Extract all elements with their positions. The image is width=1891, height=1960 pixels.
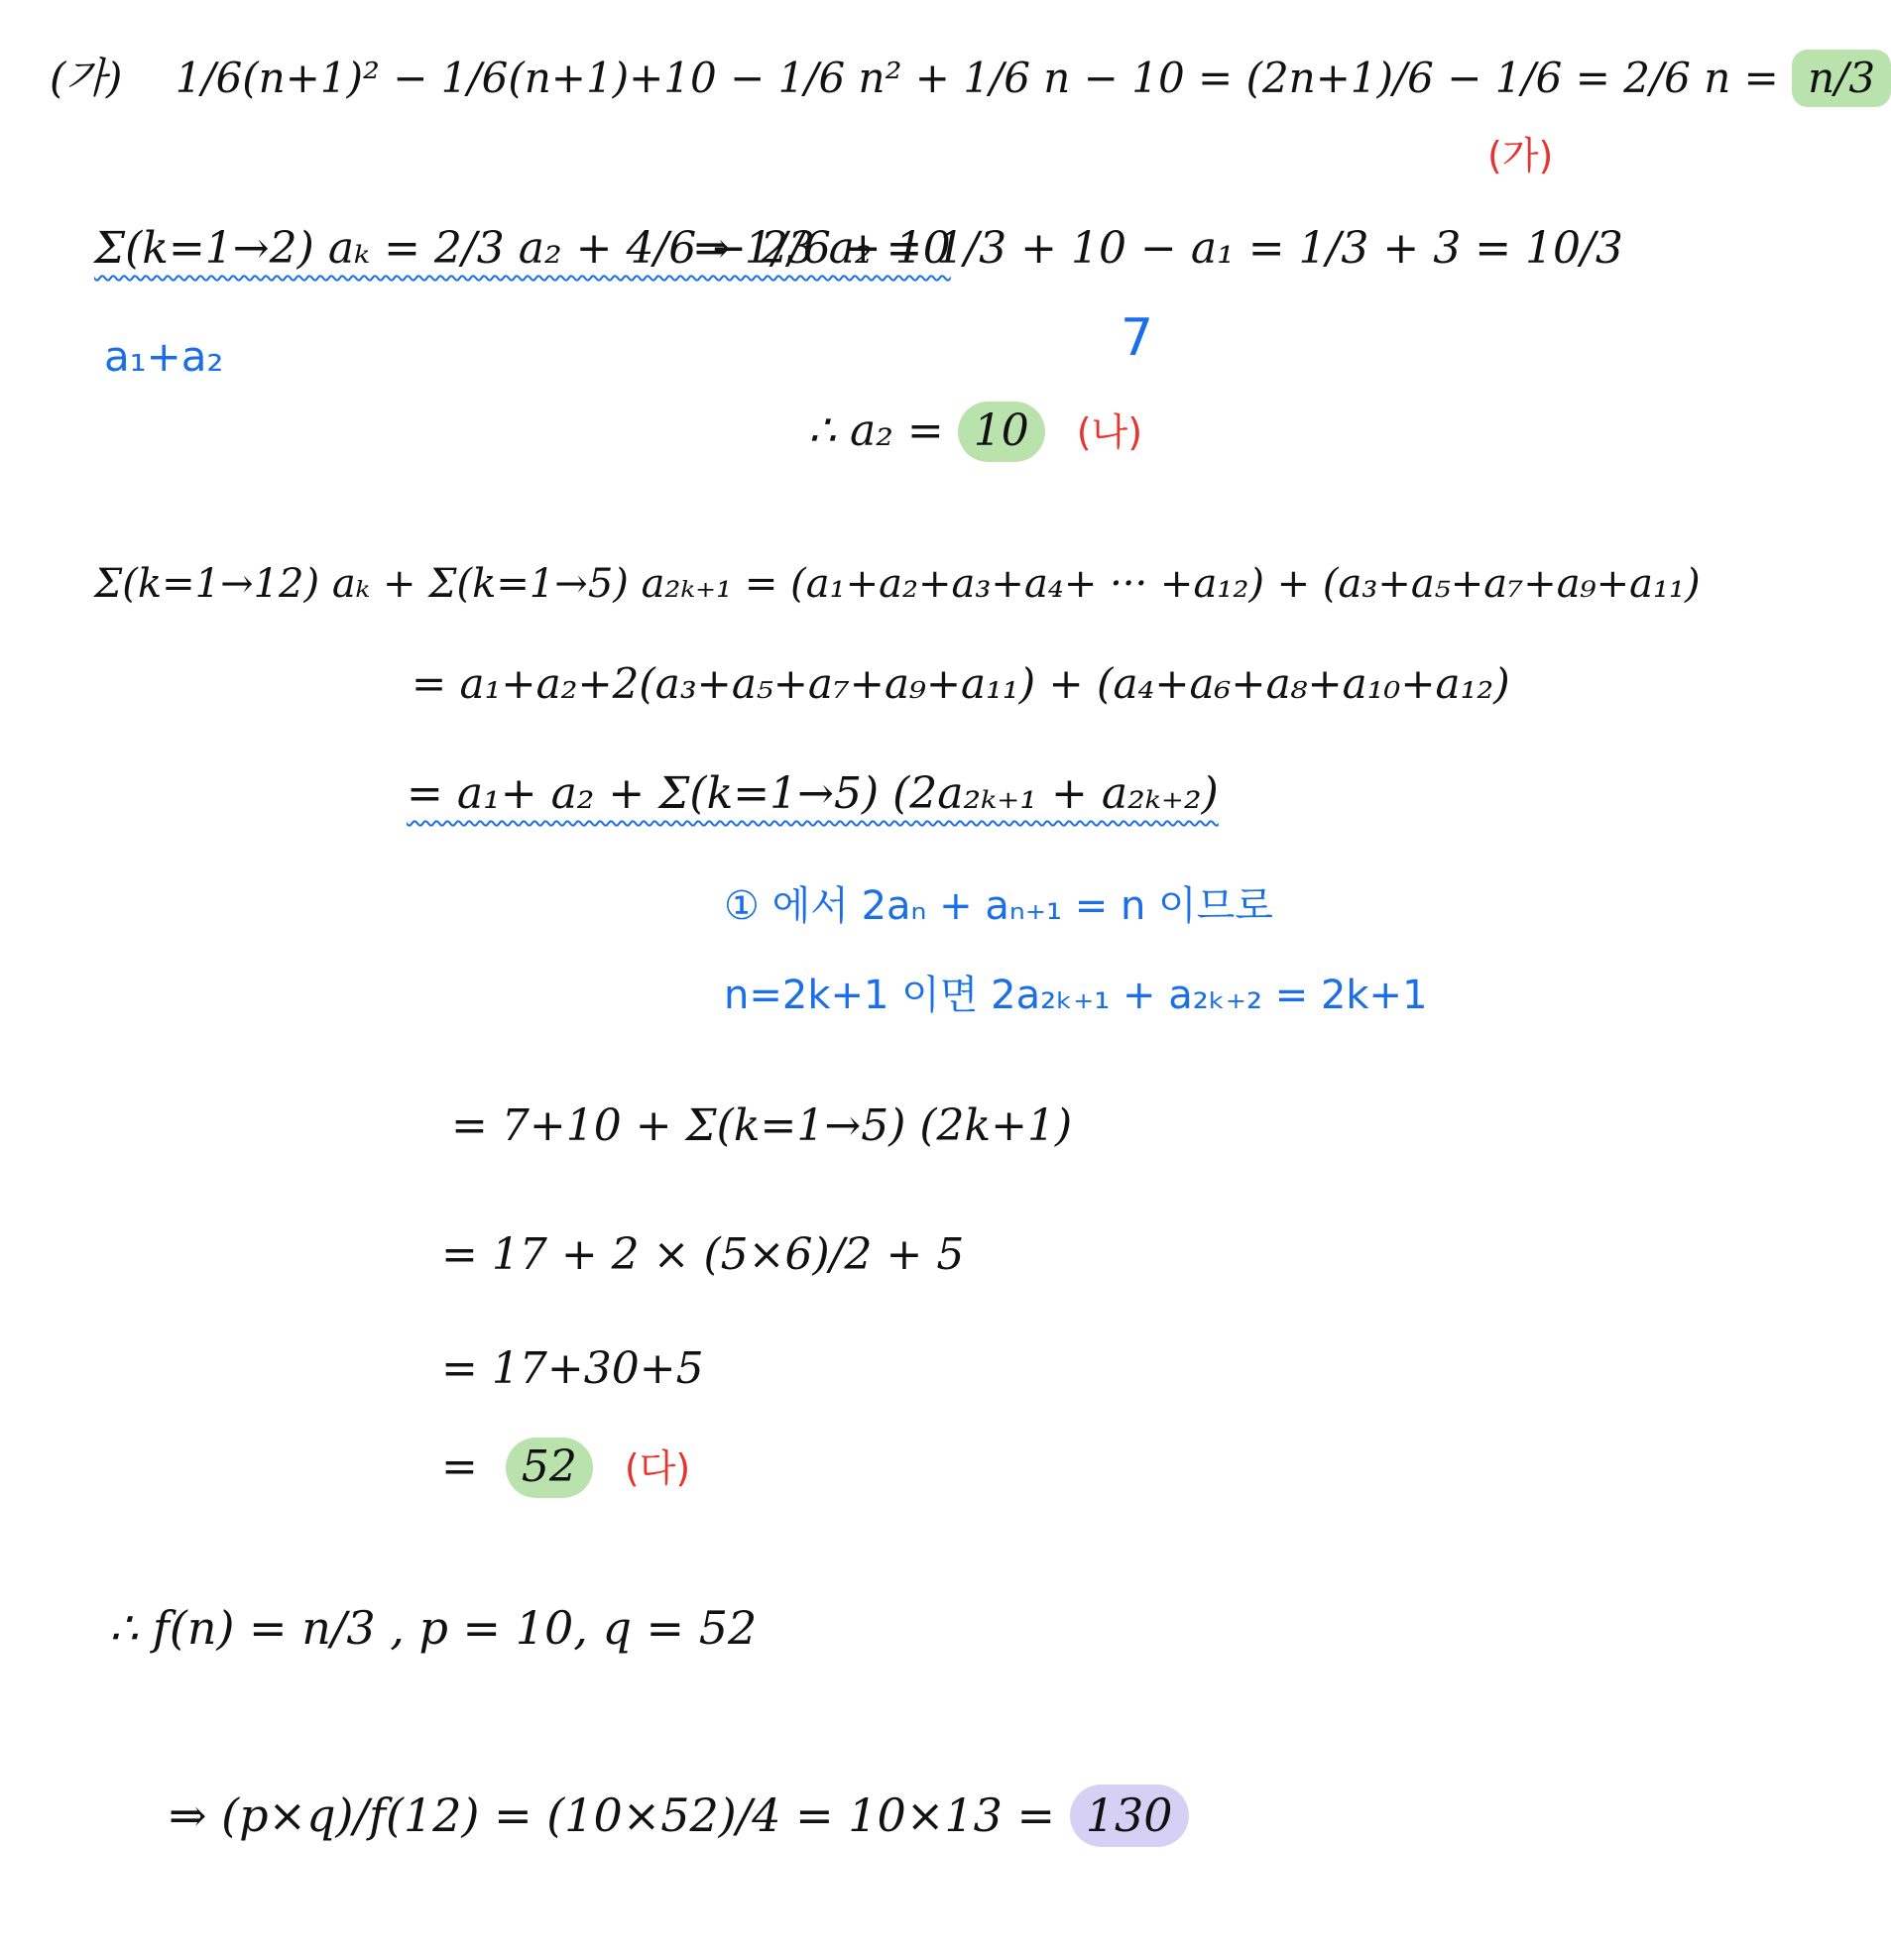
part-da-line-6: = 17+30+5 bbox=[441, 1343, 704, 1394]
part-ga-expression: 1/6(n+1)² − 1/6(n+1)+10 − 1/6 n² + 1/6 n − 10 = (2n+1)/6 − 1/6 = 2/6 n = bbox=[175, 54, 1779, 102]
part-da-line-3 bbox=[407, 768, 1219, 821]
summary-line: ∴ f(n) = n/3 , p = 10, q = 52 bbox=[109, 1601, 758, 1655]
part-ga-tag: (가) bbox=[1487, 134, 1554, 177]
part-da-line-3-text: = a₁+ a₂ + Σ(k=1→5) (2a₂ₖ₊₁ + a₂ₖ₊₂) bbox=[407, 768, 1219, 819]
part-na-tag: (나) bbox=[1076, 410, 1143, 454]
part-da-line-4: = 7+10 + Σ(k=1→5) (2k+1) bbox=[451, 1100, 1073, 1151]
part-da-line-2: = a₁+a₂+2(a₃+a₅+a₇+a₉+a₁₁) + (a₄+a₆+a₈+a₁₀+a₁₂) bbox=[412, 659, 1510, 708]
part-ga-result: n/3 bbox=[1792, 50, 1891, 107]
final-expression: ⇒ (p×q)/f(12) = (10×52)/4 = 10×13 = bbox=[169, 1788, 1056, 1842]
part-na-conclusion bbox=[808, 402, 1142, 462]
final-line bbox=[169, 1785, 1189, 1847]
part-da-line-1: Σ(k=1→12) aₖ + Σ(k=1→5) a₂ₖ₊₁ = (a₁+a₂+a₃+a₄+ ··· +a₁₂) + (a₃+a₅+a₇+a₉+a₁₁) bbox=[94, 561, 1701, 607]
part-ga-label: (가) bbox=[50, 54, 123, 102]
part-da-tag: (다) bbox=[624, 1446, 691, 1490]
part-na-note-a1: 7 bbox=[1121, 308, 1154, 368]
part-da-note-1: ① 에서 2aₙ + aₙ₊₁ = n 이므로 bbox=[724, 883, 1273, 929]
part-da-result: 52 bbox=[506, 1438, 593, 1498]
part-da-line-5: = 17 + 2 × (5×6)/2 + 5 bbox=[441, 1229, 965, 1280]
final-answer: 130 bbox=[1070, 1785, 1189, 1847]
part-na-conclusion-prefix: ∴ a₂ = bbox=[808, 405, 944, 456]
part-na-note-sum: a₁+a₂ bbox=[104, 332, 224, 381]
part-ga-line bbox=[50, 50, 1891, 107]
part-da-line-7-prefix: = bbox=[441, 1441, 478, 1492]
part-na-implies: ⇒ 1/3 a₂ = 1/3 + 10 − a₁ = 1/3 + 3 = 10/3 bbox=[694, 223, 1623, 274]
part-da-line-7 bbox=[441, 1438, 690, 1498]
part-na-sum: Σ(k=1→2) aₖ = 2/3 a₂ + 4/6 − 2/6 + 10 bbox=[94, 223, 951, 274]
part-na-conclusion-value: 10 bbox=[958, 402, 1045, 462]
part-da-note-2: n=2k+1 이면 2a₂ₖ₊₁ + a₂ₖ₊₂ = 2k+1 bbox=[724, 973, 1428, 1018]
